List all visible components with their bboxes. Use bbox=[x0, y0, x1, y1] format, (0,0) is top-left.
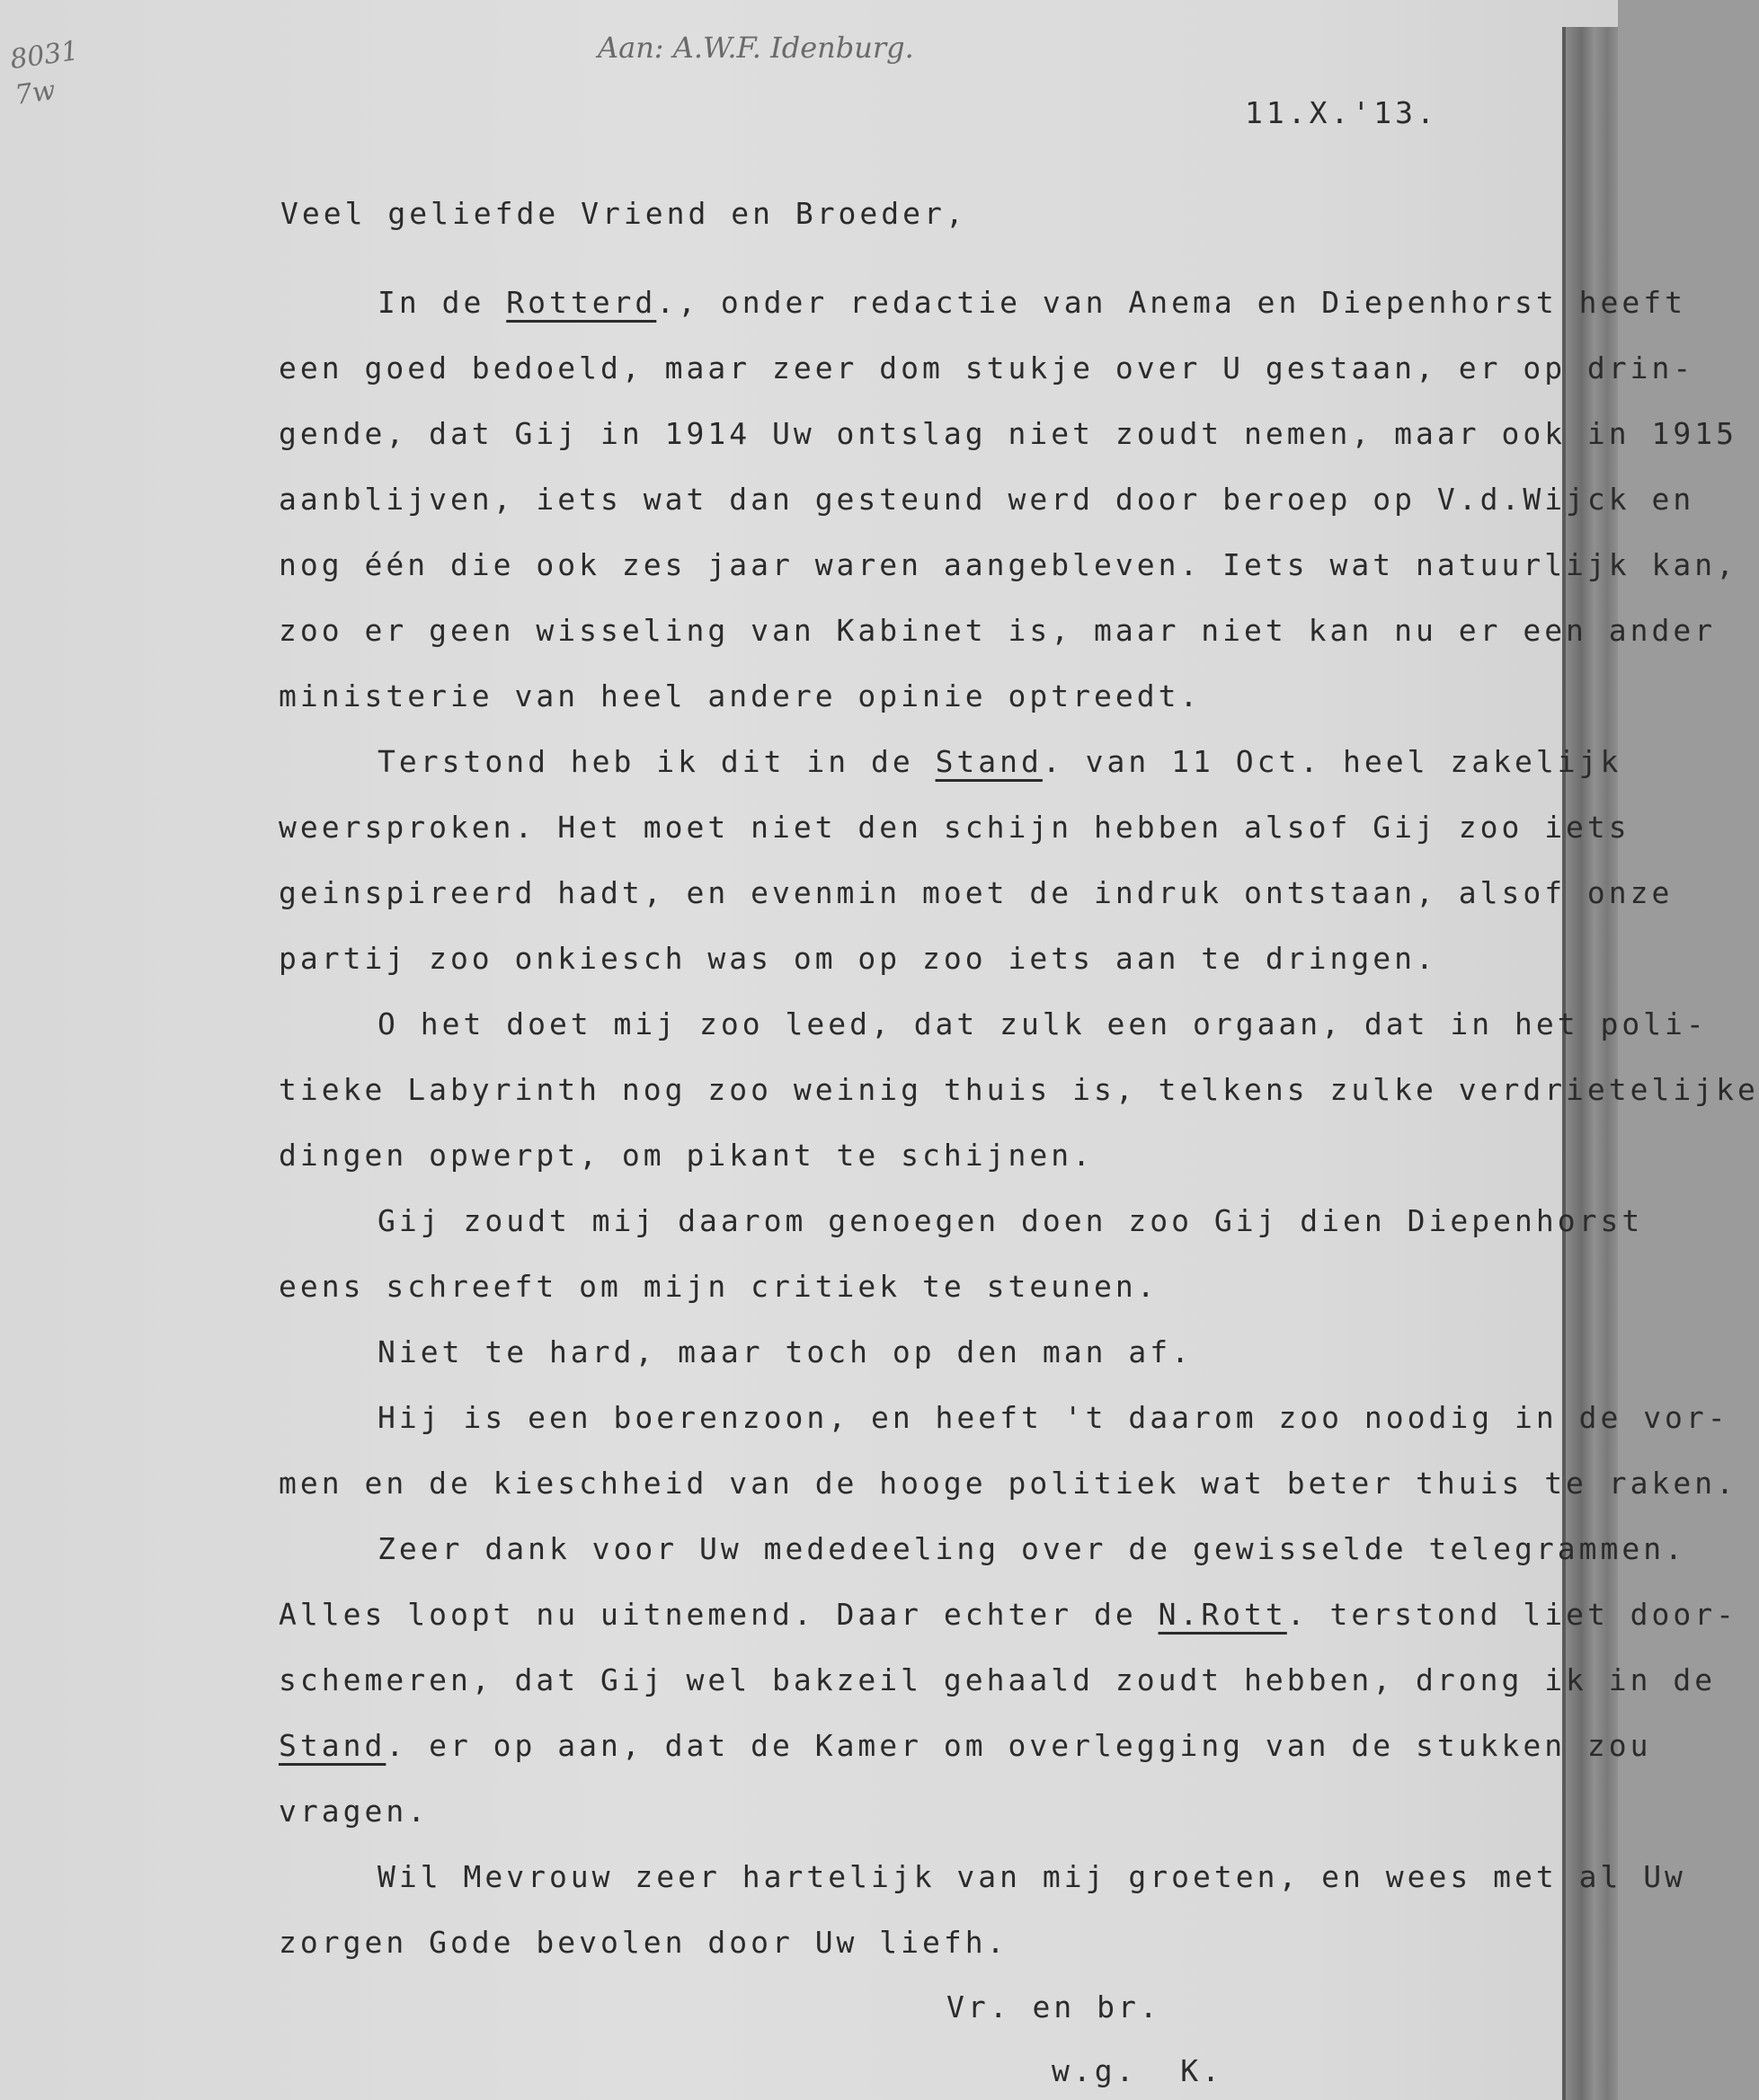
text-line bbox=[279, 401, 1738, 466]
text-segment: In de bbox=[378, 285, 507, 320]
text-segment: . van 11 Oct. heel zakelijk bbox=[1042, 744, 1622, 779]
text-segment: vragen. bbox=[279, 1794, 430, 1829]
text-segment: dingen opwerpt, om pikant te schijnen. bbox=[279, 1138, 1094, 1173]
text-segment: Niet te hard, maar toch op den man af. bbox=[378, 1334, 1193, 1369]
text-segment: O het doet mij zoo leed, dat zulk een orgaan, dat in het poli- bbox=[378, 1006, 1708, 1041]
text-line bbox=[279, 663, 1573, 729]
text-segment: Gij zoudt mij daarom genoegen doen zoo Gij dien Diepenhorst bbox=[378, 1203, 1644, 1238]
paragraph bbox=[279, 270, 1738, 729]
letter-date: 11.X.'13. bbox=[1245, 95, 1438, 130]
text-segment: . er op aan, dat de Kamer om overlegging van de stukken zou bbox=[386, 1728, 1652, 1763]
text-segment: Terstond heb ik dit in de bbox=[378, 744, 936, 779]
text-line bbox=[279, 270, 1686, 335]
text-segment: zoo er geen wisseling van Kabinet is, maar niet kan nu er een ander bbox=[279, 613, 1717, 648]
paragraph bbox=[279, 1844, 1686, 1975]
text-line bbox=[279, 1909, 1573, 1975]
underlined-reference: Stand bbox=[279, 1728, 386, 1763]
text-line bbox=[279, 1516, 1686, 1582]
text-segment: schemeren, dat Gij wel bakzeil gehaald zoudt hebben, drong ik in de bbox=[279, 1662, 1717, 1697]
text-line bbox=[279, 466, 1695, 532]
text-line bbox=[279, 729, 1622, 794]
paragraph bbox=[279, 1516, 1738, 1844]
paragraph bbox=[279, 1319, 1573, 1385]
text-segment: men en de kieschheid van de hooge politiek wat beter thuis te raken. bbox=[279, 1466, 1738, 1501]
text-segment: een goed bedoeld, maar zeer dom stukje over U gestaan, er op drin- bbox=[279, 350, 1695, 385]
text-line bbox=[279, 1778, 1573, 1844]
text-line bbox=[279, 598, 1717, 663]
text-line bbox=[279, 335, 1695, 401]
text-line bbox=[279, 532, 1738, 598]
paragraph bbox=[279, 1385, 1738, 1516]
text-segment: eens schreeft om mijn critiek te steunen. bbox=[279, 1269, 1159, 1304]
text-segment: Zeer dank voor Uw mededeeling over de gewisselde telegrammen. bbox=[378, 1531, 1686, 1566]
text-segment: ., onder redactie van Anema en Diepenhorst heeft bbox=[656, 285, 1686, 320]
text-line bbox=[279, 1647, 1717, 1713]
text-segment: aanblijven, iets wat dan gesteund werd door beroep op V.d.Wijck en bbox=[279, 482, 1695, 517]
text-line bbox=[279, 860, 1674, 926]
recipient-note: Aan: A.W.F. Idenburg. bbox=[598, 31, 914, 65]
text-segment: . terstond liet door- bbox=[1286, 1597, 1738, 1632]
text-line bbox=[279, 1319, 1573, 1385]
text-segment: zorgen Gode bevolen door Uw liefh. bbox=[279, 1925, 1008, 1960]
text-line bbox=[279, 1188, 1644, 1254]
text-line bbox=[279, 794, 1630, 860]
text-line bbox=[279, 1450, 1738, 1516]
salutation: Veel geliefde Vriend en Broeder, bbox=[280, 196, 967, 231]
text-line bbox=[279, 1122, 1573, 1188]
text-segment: partij zoo onkiesch was om op zoo iets aan te dringen. bbox=[279, 941, 1437, 976]
paragraph bbox=[279, 729, 1674, 991]
text-segment: gende, dat Gij in 1914 Uw ontslag niet zoudt nemen, maar ook in 1915 bbox=[279, 416, 1738, 451]
binding-edge-strip bbox=[1566, 27, 1618, 2100]
text-line bbox=[279, 1385, 1729, 1450]
text-line bbox=[279, 1057, 1759, 1122]
text-segment: ministerie van heel andere opinie optreedt. bbox=[279, 678, 1202, 713]
underlined-reference: Stand bbox=[935, 744, 1043, 779]
archive-mark: 8031 7w bbox=[8, 35, 81, 111]
text-line bbox=[279, 1844, 1686, 1909]
text-segment: geinspireerd hadt, en evenmin moet de indruk ontstaan, alsof onze bbox=[279, 875, 1674, 910]
underlined-reference: Rotterd bbox=[506, 285, 657, 320]
underlined-reference: N.Rott bbox=[1158, 1597, 1287, 1632]
text-line bbox=[279, 1713, 1652, 1778]
text-line bbox=[279, 926, 1573, 991]
text-line bbox=[279, 1582, 1738, 1647]
valediction: Vr. en br. bbox=[946, 1989, 1161, 2025]
text-segment: nog één die ook zes jaar waren aangebleven. Iets wat natuurlijk kan, bbox=[279, 547, 1738, 582]
text-segment: Hij is een boerenzoon, en heeft 't daarom zoo noodig in de vor- bbox=[378, 1400, 1729, 1435]
text-segment: Alles loopt nu uitnemend. Daar echter de bbox=[279, 1597, 1159, 1632]
text-line bbox=[279, 1254, 1573, 1319]
text-line bbox=[279, 991, 1708, 1057]
text-segment: Wil Mevrouw zeer hartelijk van mij groeten, en wees met al Uw bbox=[378, 1859, 1686, 1894]
signature: w.g. K. bbox=[1052, 2053, 1223, 2088]
letter-body bbox=[279, 270, 1759, 1975]
text-segment: weersproken. Het moet niet den schijn hebben alsof Gij zoo iets bbox=[279, 810, 1630, 845]
text-segment: tieke Labyrinth nog zoo weinig thuis is, telkens zulke verdrietelijke bbox=[279, 1072, 1759, 1107]
paragraph bbox=[279, 1188, 1644, 1319]
paragraph bbox=[279, 991, 1759, 1188]
